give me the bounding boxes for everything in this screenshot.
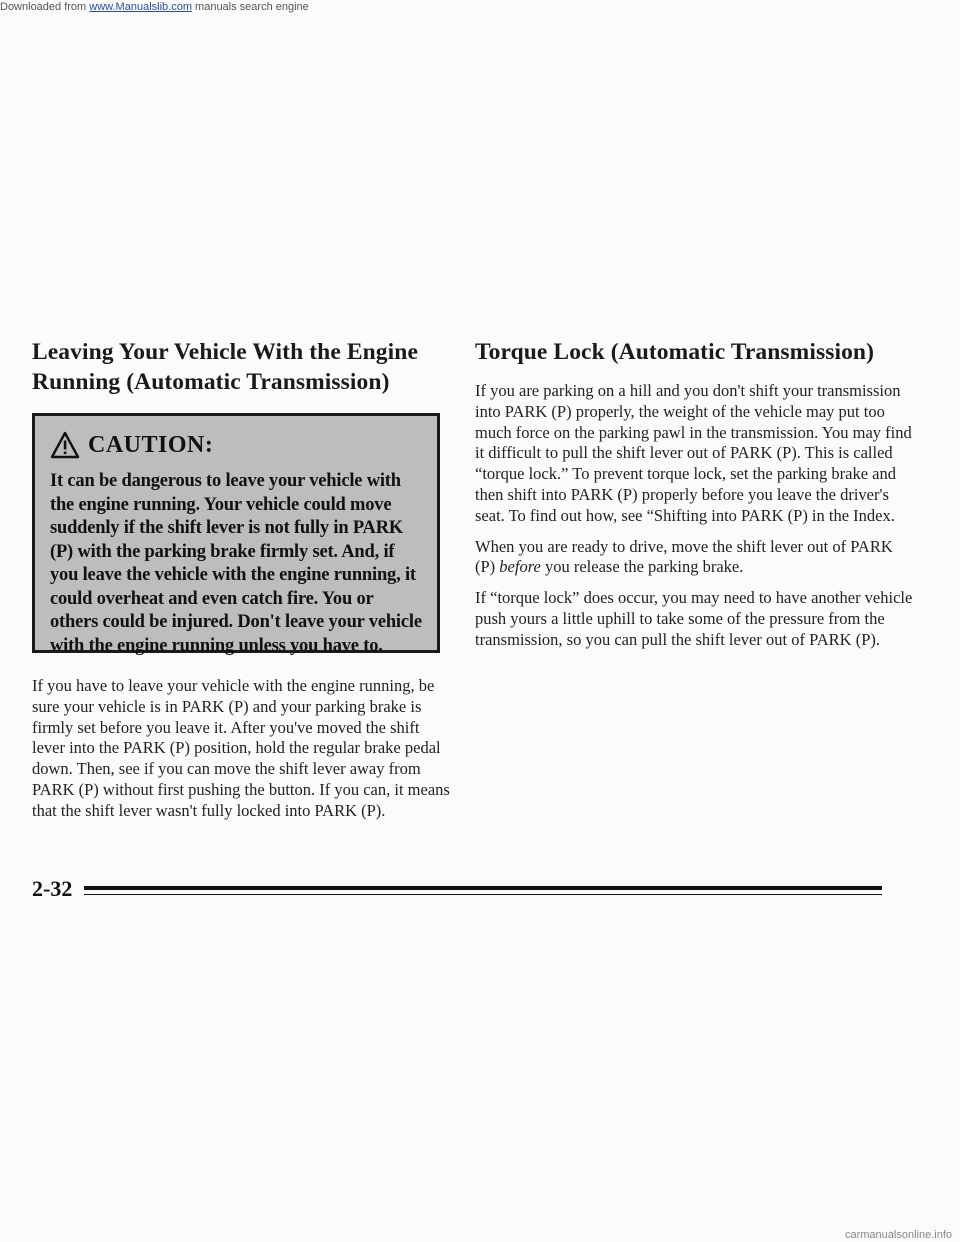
section-heading-torque-lock: Torque Lock (Automatic Transmission): [475, 339, 875, 365]
section-heading-leaving-vehicle: [32, 337, 452, 397]
left-column: [32, 337, 452, 822]
download-note-prefix: Downloaded from: [0, 1, 90, 13]
caution-title-row: [50, 428, 423, 462]
footer-rule-thin: [84, 894, 882, 895]
paragraph-2-end: you release the parking brake.: [540, 557, 744, 577]
torque-lock-paragraph-3: If “torque lock” does occur, you may need to have another vehicle push yours a little uphill to take some of the pressure from the transmission, so you can pull the shift lever out of PARK (P).: [475, 588, 913, 649]
warning-triangle-icon: [50, 431, 80, 459]
page-footer: [32, 876, 882, 906]
caution-text: It can be dangerous to leave your vehicle with the engine running. Your vehicle could move suddenly if the shift lever is not fully in PARK (P) with the parking brake firmly set. And, if you leave the vehicle with the engine running, it could overheat and even catch fire. You or others could be injured. Don't leave your vehicle with the engine running unless you have to.: [50, 471, 422, 656]
torque-lock-paragraph-2: [475, 537, 915, 579]
site-watermark: carmanualsonline.info: [844, 1229, 952, 1241]
paragraph-2-emphasis: before: [499, 557, 541, 577]
torque-lock-paragraph-1: If you are parking on a hill and you don't shift your transmission into PARK (P) properly, the weight of the vehicle may put too much force on the parking pawl in the transmission. You may find it difficult to pull the shift lever out of PARK (P). This is called “torque lock.” To prevent torque lock, set the parking brake and then shift into PARK (P) properly before you leave the driver's seat. To find out how, see “Shifting into PARK (P) in the Index.: [475, 381, 912, 525]
download-note-suffix: manuals search engine: [191, 1, 309, 13]
download-note: [0, 0, 960, 14]
manualslib-link[interactable]: www.Manualslib.com: [89, 1, 192, 13]
page-number: 2-32: [32, 876, 73, 901]
leaving-vehicle-paragraph: If you have to leave your vehicle with the engine running, be sure your vehicle is in PARK (P) and your parking brake is firmly set before you leave it. After you've moved the shift lever into the PARK (P) position, hold the regular brake pedal down. Then, see if you can move the shift lever away from PARK (P) without first pushing the button. If you can, it means that the shift lever wasn't fully locked into PARK (P).: [32, 676, 450, 820]
paragraph-2-start: When you are ready to drive, move the shift lever out of PARK (P): [475, 536, 893, 577]
footer-rule-thick: [84, 886, 882, 890]
caution-box: [32, 413, 440, 656]
heading-line-2: Running (Automatic Transmission): [32, 369, 390, 395]
right-column: [475, 337, 915, 651]
heading-line-1: Leaving Your Vehicle With the Engine: [32, 339, 418, 365]
caution-title: CAUTION:: [88, 431, 214, 458]
